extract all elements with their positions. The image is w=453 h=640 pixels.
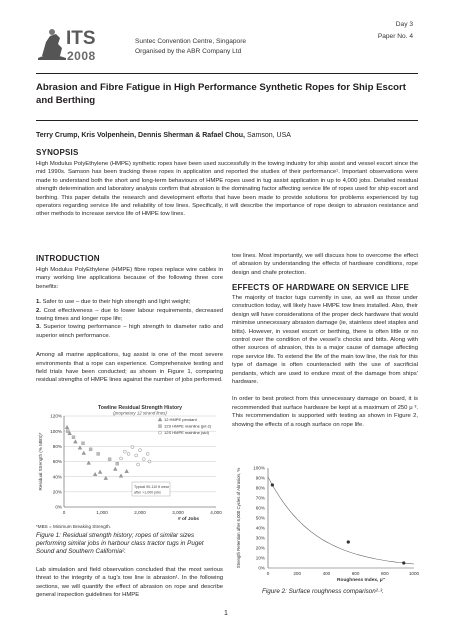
- data-point: [142, 458, 145, 461]
- annotation-line-1: Typical 90-110 ft wear: [134, 485, 169, 489]
- data-point: [120, 457, 123, 460]
- hardware-body: [232, 294, 418, 436]
- benefit-item-2: [36, 307, 223, 324]
- x-axis-label: Roughness Index, μ″: [337, 578, 385, 583]
- y-tick-label: 80%: [255, 485, 265, 491]
- x-tick-label: 600: [351, 571, 360, 576]
- data-point: [72, 436, 75, 439]
- synopsis-text: High Modulus PolyEthylene (HMPE) synthetic ropes have been used successfully in the towing industry for ship assist and vessel escort since the mid 1990s. Samson has been tracking these ropes in application and reported the studies of their performance¹. Important observations were made to understand both the short and long-term behaviours of HMPE ropes used in tug assist application in up to 4,000 jobs. Detailed residual strength determination and laboratory analysis confirm that abrasion is the dominating factor affecting service life of ropes used for ship escort and berthing. This paper details the research and development efforts that have been made to provide solutions for problems experienced by tug operators regarding service life and reliability of tow lines. Specifically, it will describe the importance of rope design to abrasion resistance and other methods to increase service life of HMPE tow lines.: [36, 161, 418, 218]
- figure-2-chart: [232, 464, 418, 582]
- benefit-number: 2.: [36, 307, 41, 314]
- data-point: [113, 467, 117, 470]
- y-tick-label: 30%: [255, 535, 265, 541]
- data-point: [66, 430, 69, 433]
- author-names: Terry Crump, Kris Volpenhein, Dennis Sherman & Rafael Chou,: [36, 132, 246, 139]
- annotation-line-2: after >1,000 jobs: [134, 490, 161, 495]
- legend-marker: [158, 418, 162, 421]
- data-series: [66, 430, 118, 466]
- benefit-text: Safer to use – due to their high strength and light weight;: [42, 299, 191, 306]
- venue: Suntec Convention Centre, Singapore: [135, 38, 247, 45]
- hardware-paragraph-1: The majority of tractor tugs currently in use, as well as those under construction today, will likely have HMPE tow lines installed. Also, their design will have considerations of the proper deck hardware that would minimise unnecessary abrasion damage (ie, stainless steel staples and bitts). However, in vessel escort or berthing, there is often little or no control over the condition of the vessel’s chocks and bitts. Along with other sources of abrasion, this is a major cause of damage affecting rope service life. To extend the life of the main tow line, the risk for this type of damage is often counteracted with the use of sacrificial pendants, which are used to endure most of the damage from ships’ hardware.: [232, 295, 418, 386]
- logo-year: 2008: [67, 49, 96, 63]
- y-tick-label: 50%: [255, 515, 265, 521]
- y-tick-label: 70%: [255, 495, 265, 501]
- y-tick-label: 40%: [52, 474, 62, 480]
- y-tick-label: 40%: [255, 525, 265, 531]
- data-point: [123, 450, 126, 453]
- chart-subtitle: (proprietary 12 strand lines): [113, 410, 167, 416]
- data-point: [347, 540, 350, 543]
- title-rule: [36, 120, 418, 121]
- authors: [36, 132, 291, 139]
- synopsis-heading: SYNOPSIS: [36, 148, 79, 157]
- x-tick-label: 1,000: [96, 510, 108, 515]
- author-organisation: Samson, USA: [246, 132, 291, 139]
- y-tick-label: 60%: [255, 505, 265, 511]
- data-point: [93, 472, 97, 475]
- benefit-number: 3.: [36, 324, 41, 331]
- venue-block: [135, 37, 246, 57]
- x-tick-label: 1000: [408, 571, 420, 576]
- y-tick-label: 100%: [50, 428, 62, 434]
- header-rule: [36, 73, 418, 74]
- x-tick-label: 3,000: [172, 510, 184, 515]
- benefit-item-1: [36, 298, 223, 306]
- introduction-body: [36, 266, 223, 392]
- legend-marker: [159, 431, 162, 434]
- x-tick-label: 2,000: [134, 510, 146, 515]
- y-tick-label: 20%: [255, 545, 265, 551]
- data-point: [65, 425, 69, 428]
- intro-paragraph-1: High Modulus PolyEthylene (HMPE) fibre ropes replace wire cables in many working line applications because of the following three core benefits:: [36, 267, 223, 290]
- data-point: [108, 458, 111, 461]
- introduction-heading: INTRODUCTION: [36, 254, 100, 263]
- logo: [36, 18, 126, 68]
- data-point: [137, 463, 140, 466]
- y-tick-label: 80%: [52, 443, 62, 449]
- intro-paragraph-2: Among all marine applications, tug assist is one of the most severe environments that a rope can experience. Comprehensive testing and field trials have been conducted; as shown in Figure 1, comparing residual strengths of HMPE lines against the number of jobs performed.: [36, 352, 223, 384]
- data-series: [120, 446, 152, 466]
- figure-1-chart: [36, 404, 226, 524]
- legend-label: 12 HMPE pendant: [164, 417, 197, 422]
- x-tick-label: 400: [322, 571, 331, 576]
- hardware-heading: EFFECTS OF HARDWARE ON SERVICE LIFE: [232, 283, 410, 292]
- figure-1-footnote: *MBS = Minimum Breaking Strength.: [36, 524, 111, 529]
- data-point: [125, 469, 129, 472]
- day-label: Day 3: [395, 21, 413, 28]
- data-point: [97, 452, 100, 455]
- y-tick-label: 60%: [52, 459, 62, 465]
- benefit-text: Cost effectiveness – due to lower labour requirements, decreased towing times and longer rope life;: [36, 307, 223, 323]
- y-tick-label: 120%: [50, 413, 62, 419]
- y-tick-label: 90%: [255, 475, 265, 481]
- data-point: [271, 483, 274, 486]
- paper-title: Abrasion and Fibre Fatigue in High Performance Synthetic Ropes for Ship Escort and Berthing: [36, 82, 406, 106]
- benefit-number: 1.: [36, 299, 41, 306]
- figure-2-caption: Figure 2: Surface roughness comparison²·³.: [262, 588, 384, 595]
- paper-number: Paper No. 4: [377, 33, 413, 40]
- y-tick-label: 0%: [258, 565, 265, 571]
- logo-text: ITS: [66, 28, 96, 49]
- y-axis-label: Strength Retention after 6,000 Cycles of Abrasion, %: [236, 467, 241, 569]
- annotation-box: [132, 482, 170, 496]
- paper-meta: [378, 19, 413, 43]
- x-tick-label: 0: [62, 510, 66, 515]
- data-point: [146, 452, 149, 455]
- chart-title: Towline Residual Strength History: [97, 405, 183, 411]
- data-point: [82, 442, 85, 445]
- data-point: [139, 449, 142, 452]
- x-axis-label: # of Jobs: [178, 517, 200, 522]
- x-tick-label: 4,000: [210, 510, 222, 515]
- logo-graphic: [36, 18, 126, 68]
- legend-label: 12S HMPE mainline (jet-2): [164, 423, 212, 429]
- page-number: 1: [224, 610, 228, 617]
- y-tick-label: 10%: [255, 555, 265, 561]
- data-point: [119, 474, 123, 477]
- x-tick-label: 0: [266, 571, 270, 576]
- hardware-paragraph-2: In order to best protect from this unnecessary damage on board, it is recommended that surface hardware be kept at a maximum of 250 μ ³. This recommendation is supported with testing as shown in Figure 2, showing the effects of a rough surface on rope life.: [232, 396, 418, 428]
- data-point: [131, 446, 134, 449]
- fit-curve: [268, 477, 414, 564]
- data-point: [82, 451, 86, 454]
- y-tick-label: 0%: [55, 504, 62, 510]
- y-axis-label: Residual Strength (% MBS)*: [38, 432, 43, 491]
- benefit-text: Superior towing performance – high strength to diameter ratio and superior winch performance.: [36, 324, 223, 339]
- data-point: [74, 440, 78, 443]
- y-tick-label: 100%: [253, 465, 265, 471]
- data-point: [148, 460, 151, 463]
- legend-label: 12S HMPE mainline (std): [164, 430, 209, 435]
- intro-paragraph-3: Lab simulation and field observation concluded that the most serious threat to the integrity of a tug’s tow line is abrasion¹. In the following sections, we will quantify the effect of abrasion on rope and describe general inspection guidelines for HMPE: [36, 567, 223, 599]
- data-point: [402, 561, 405, 564]
- benefit-item-3: [36, 323, 223, 340]
- data-point: [116, 462, 119, 465]
- x-tick-label: 200: [293, 571, 302, 576]
- data-point: [127, 452, 130, 455]
- figure-1-caption: Figure 1: Residual strength history; ropes of similar sizes performing similar jobs in harbour class tractor tugs in Puget Sound and Southern California².: [36, 532, 204, 556]
- data-point: [89, 448, 92, 451]
- x-tick-label: 800: [380, 571, 389, 576]
- organiser: Organised by the ABR Company Ltd: [135, 48, 242, 55]
- tow-lines-continuation: tow lines. Most importantly, we will discuss how to overcome the effect of abrasion by understanding the effects of hardware conditions, rope design and chafe protection.: [232, 253, 418, 276]
- data-point: [135, 454, 138, 457]
- legend-marker: [159, 425, 162, 428]
- y-tick-label: 20%: [52, 489, 62, 495]
- data-point: [98, 470, 102, 473]
